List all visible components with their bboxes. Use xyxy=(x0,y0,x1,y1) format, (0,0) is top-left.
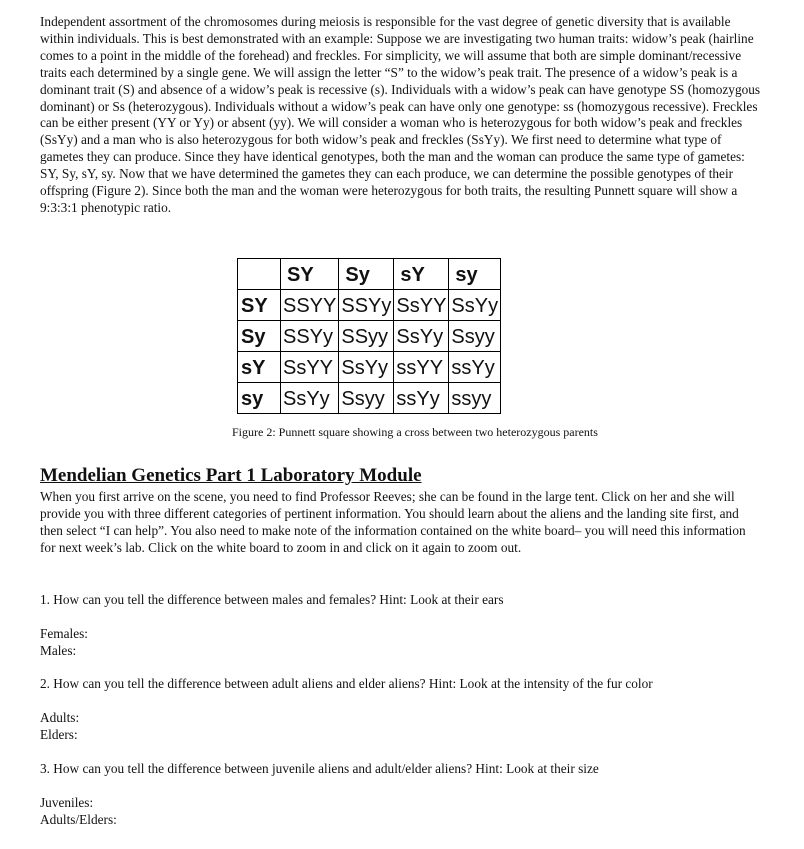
answer-label-juveniles: Juveniles: xyxy=(40,795,94,810)
punnett-row-header: Sy xyxy=(238,321,281,352)
punnett-row-header: sy xyxy=(238,383,281,414)
punnett-cell: Ssyy xyxy=(449,321,501,352)
punnett-cell: SsYy xyxy=(339,352,394,383)
punnett-cell: SsYY xyxy=(394,290,449,321)
figure-caption: Figure 2: Punnett square showing a cross between two heterozygous parents xyxy=(232,425,598,439)
punnett-col-header: sY xyxy=(394,259,449,290)
question-3: 3. How can you tell the difference between juvenile aliens and adult/elder aliens? Hint: Look at their size xyxy=(40,761,599,776)
punnett-row-header: SY xyxy=(238,290,281,321)
punnett-square xyxy=(237,258,501,414)
punnett-col-header: Sy xyxy=(339,259,394,290)
punnett-col-header: SY xyxy=(281,259,339,290)
punnett-cell: ssyy xyxy=(449,383,501,414)
module-paragraph: When you first arrive on the scene, you need to find Professor Reeves; she can be found in the large tent. Click on her and she will provide you with three different categories of pertinent information. You should learn about the aliens and the landing site first, and then select “I can help”. You also need to make note of the information contained on the white board– you will need this information for next week’s lab. Click on the white board to zoom in and click on it again to zoom out. xyxy=(40,489,746,555)
punnett-cell: SSYy xyxy=(281,321,339,352)
punnett-cell: ssYY xyxy=(394,352,449,383)
punnett-header-row xyxy=(238,259,501,290)
punnett-cell: SsYY xyxy=(281,352,339,383)
punnett-cell: ssYy xyxy=(394,383,449,414)
punnett-row-header: sY xyxy=(238,352,281,383)
answer-label-adults: Adults: xyxy=(40,710,80,725)
question-1: 1. How can you tell the difference between males and females? Hint: Look at their ears xyxy=(40,592,504,607)
punnett-cell: SsYy xyxy=(394,321,449,352)
punnett-row xyxy=(238,321,501,352)
document-page xyxy=(40,14,762,217)
punnett-corner-cell xyxy=(238,259,281,290)
punnett-table xyxy=(237,258,501,414)
answer-label-males: Males: xyxy=(40,643,77,658)
punnett-cell: SSYY xyxy=(281,290,339,321)
answer-label-females: Females: xyxy=(40,626,89,641)
punnett-cell: ssYy xyxy=(449,352,501,383)
answer-label-elders: Elders: xyxy=(40,727,78,742)
punnett-row xyxy=(238,290,501,321)
punnett-cell: SsYy xyxy=(449,290,501,321)
section-title: Mendelian Genetics Part 1 Laboratory Module xyxy=(40,465,422,486)
punnett-cell: SSYy xyxy=(339,290,394,321)
question-2: 2. How can you tell the difference between adult aliens and elder aliens? Hint: Look at the intensity of the fur color xyxy=(40,676,653,691)
answer-label-adults-elders: Adults/Elders: xyxy=(40,812,117,827)
punnett-cell: SSyy xyxy=(339,321,394,352)
punnett-col-header: sy xyxy=(449,259,501,290)
punnett-cell: Ssyy xyxy=(339,383,394,414)
punnett-cell: SsYy xyxy=(281,383,339,414)
punnett-row xyxy=(238,383,501,414)
intro-paragraph: Independent assortment of the chromosomes during meiosis is responsible for the vast degree of genetic diversity that is available within individuals. This is best demonstrated with an example: Suppose we are investigating two human traits: widow’s peak (hairline comes to a point in the middle of the forehead) and freckles. For simplicity, we will assume that both are simple dominant/recessive traits each determined by a single gene. We will assign the letter “S” to the widow’s peak trait. The presence of a widow’s peak is a dominant trait (S) and absence of a widow’s peak is recessive (s). Individuals with a widow’s peak can have genotype SS (homozygous dominant) or Ss (heterozygous). Individuals without a widow’s peak can have only one genotype: ss (homozygous recessive). Freckles can be either present (YY or Yy) or absent (yy). We will consider a woman who is heterozygous for both widow’s peak and freckles (SsYy) and a man who is also heterozygous for both widow’s peak and freckles (SsYy). We first need to determine what type of gametes they can produce. Since they have identical genotypes, both the man and the woman can produce the same type of gametes: SY, Sy, sY, sy. Now that we have determined the gametes they can each produce, we can determine the possible genotypes of their offspring (Figure 2). Since both the man and the woman were heterozygous for both traits, the resulting Punnett square will show a 9:3:3:1 phenotypic ratio. xyxy=(40,14,761,215)
punnett-row xyxy=(238,352,501,383)
